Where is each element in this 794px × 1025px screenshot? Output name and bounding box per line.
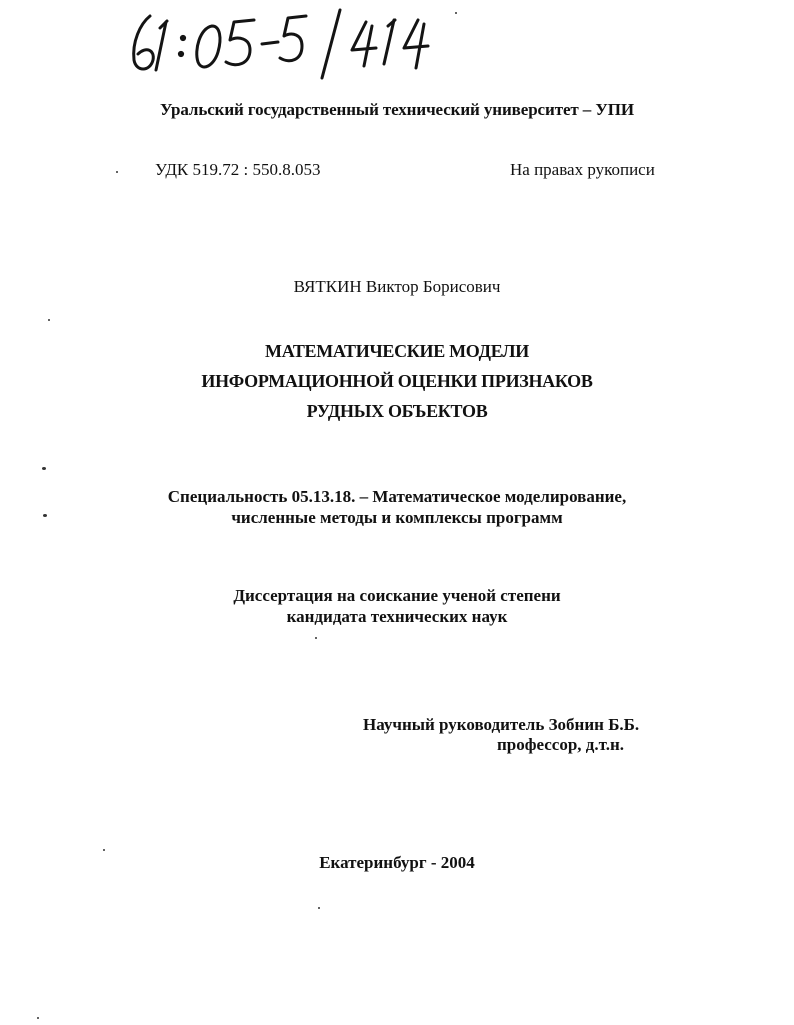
specialty bbox=[0, 486, 794, 528]
scan-speck bbox=[48, 319, 50, 321]
manuscript-rights-note: На правах рукописи bbox=[510, 160, 655, 179]
scan-speck bbox=[103, 849, 105, 851]
title-line: ИНФОРМАЦИОННОЙ ОЦЕНКИ ПРИЗНАКОВ bbox=[201, 371, 593, 391]
degree-line: Диссертация на соискание ученой степени bbox=[233, 586, 561, 605]
scientific-supervisor: Научный руководитель Зобнин Б.Б. bbox=[363, 715, 640, 734]
scan-speck bbox=[42, 467, 46, 470]
handwritten-call-number-drawing bbox=[126, 8, 436, 80]
scan-speck bbox=[455, 12, 457, 14]
title-line: РУДНЫХ ОБЪЕКТОВ bbox=[306, 401, 488, 421]
specialty-line: численные методы и комплексы программ bbox=[231, 508, 563, 527]
degree-statement bbox=[0, 585, 794, 627]
degree-line: кандидата технических наук bbox=[286, 607, 508, 626]
author-name: ВЯТКИН Виктор Борисович bbox=[293, 277, 501, 296]
scan-speck bbox=[37, 1017, 39, 1019]
handwritten-call-number bbox=[126, 8, 436, 80]
scan-speck bbox=[315, 637, 317, 639]
udk-code: УДК 519.72 : 550.8.053 bbox=[155, 160, 321, 179]
title-line: МАТЕМАТИЧЕСКИЕ МОДЕЛИ bbox=[265, 341, 529, 361]
scan-speck bbox=[43, 514, 47, 517]
city-and-year: Екатеринбург - 2004 bbox=[319, 853, 475, 872]
scan-speck bbox=[116, 171, 118, 173]
university-name: Уральский государственный технический университет – УПИ bbox=[160, 100, 634, 119]
supervisor-title: профессор, д.т.н. bbox=[497, 735, 625, 754]
scan-speck bbox=[318, 907, 320, 909]
dissertation-title bbox=[0, 336, 794, 426]
specialty-line: Специальность 05.13.18. – Математическое моделирование, bbox=[167, 487, 627, 506]
